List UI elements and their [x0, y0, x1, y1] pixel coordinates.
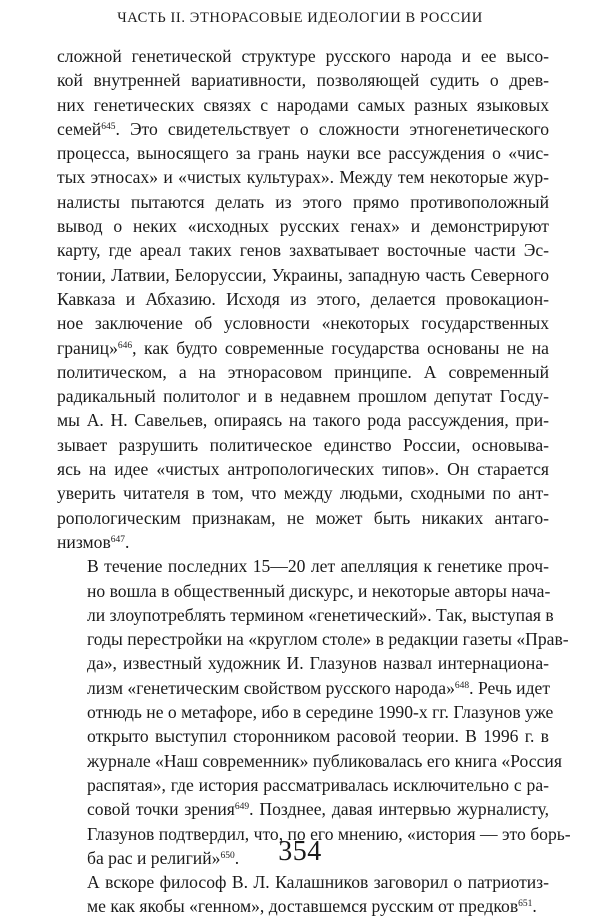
- text-line: А вскоре философ В. Л. Калашников заговорил о патриотиз-: [87, 872, 549, 893]
- text-line: журнале «Наш современник» публиковалась его книга «Россия: [87, 750, 562, 771]
- text-segment: .: [125, 531, 130, 552]
- footnote-marker-649: 649: [234, 802, 250, 813]
- paragraph-1: [57, 44, 549, 554]
- text-segment: . Позднее, давая интервью журналисту,: [249, 799, 549, 820]
- text-line: зывает разрушить политическое единство России, основыва-: [57, 434, 549, 455]
- text-line: [57, 676, 549, 700]
- text-segment: границ»: [57, 337, 118, 358]
- text-line: ясь на идее «чистых антропологических типов». Он старается: [57, 459, 549, 480]
- text-line: но вошла в общественный дискурс, и некоторые авторы нача-: [87, 580, 551, 601]
- footnote-marker-651: 651: [518, 899, 533, 910]
- text-line: радикальный политолог и в недавнем прошлом депутат Госду-: [57, 386, 549, 407]
- text-line: карту, где ареал таких генов захватывает восточные части Эс-: [57, 240, 549, 261]
- text-line: [57, 117, 549, 141]
- text-segment: совой точки зрения: [87, 799, 235, 820]
- footnote-marker-646: 646: [117, 340, 133, 351]
- footnote-marker-650: 650: [220, 850, 235, 861]
- text-line: годы перестройки на «круглом столе» в редакции газеты «Прав-: [87, 629, 569, 650]
- text-line: них генетических связях с народами самых разных языковых: [57, 94, 549, 115]
- text-line: мы А. Н. Савельев, опираясь на такого рода рассуждения, при-: [57, 410, 549, 431]
- body-text: [57, 44, 571, 919]
- text-line: ли злоупотреблять термином «генетический». Так, выступая в: [87, 604, 554, 625]
- text-segment: лизм «генетическим свойством русского народа»: [87, 677, 455, 698]
- text-line: уверить читателя в том, что между людьми, сходными по ант-: [57, 483, 549, 504]
- footnote-marker-647: 647: [110, 534, 126, 545]
- text-segment: . Речь идет: [469, 677, 551, 698]
- text-segment: низмов: [57, 531, 111, 552]
- text-line: сложной генетической структуре русского народа и ее высо-: [57, 46, 549, 66]
- text-segment: ба рас и религий»: [87, 847, 221, 868]
- text-segment: . Это свидетельствует о сложности этногенетического: [115, 118, 549, 139]
- text-line: [57, 797, 549, 821]
- text-segment: .: [234, 847, 240, 868]
- text-line: В течение последних 15—20 лет апелляция к генетике проч-: [87, 556, 549, 577]
- text-line: [57, 530, 549, 554]
- paragraph-3: [57, 870, 549, 919]
- text-line: открыто выступил сторонником расовой теории. В 1996 г. в: [87, 726, 549, 747]
- footnote-marker-645: 645: [101, 121, 116, 132]
- text-line: Глазунов подтвердил, что, по его мнению, «история — это борь-: [87, 823, 571, 844]
- text-line: вывод о неких «исходных русских генах» и демонстрируют: [57, 216, 549, 237]
- text-segment: семей: [57, 118, 102, 139]
- text-segment: ме как якобы «генном», доставшемся русским от предков: [87, 896, 519, 917]
- paragraph-2: [57, 554, 571, 870]
- text-segment: .: [532, 896, 537, 917]
- text-line: да», известный художник И. Глазунов назвал интернациона-: [87, 653, 549, 674]
- text-line: политическом, а на этнорасовом принципе. А современный: [57, 361, 549, 382]
- text-line: процесса, выносящего за грань науки все рассуждения о «чис-: [57, 143, 549, 164]
- running-header: ЧАСТЬ II. ЭТНОРАСОВЫЕ ИДЕОЛОГИИ В РОССИИ: [117, 10, 483, 26]
- text-line: ропологическим признакам, не может быть никаких антаго-: [57, 507, 549, 528]
- text-line: тых этносах» и «чистых культурах». Между тем некоторые жур-: [57, 167, 549, 188]
- page-number: 354: [278, 836, 322, 867]
- text-line: тонии, Латвии, Белоруссии, Украины, западную часть Северного: [57, 264, 549, 285]
- text-line: ное заключение об условности «некоторых государственных: [57, 313, 549, 334]
- text-line: налисты пытаются делать из этого прямо противоположный: [57, 191, 549, 212]
- footnote-marker-648: 648: [454, 680, 470, 691]
- text-line: [57, 336, 549, 360]
- text-segment: , как будто современные государства основаны не на: [132, 337, 549, 358]
- text-line: Кавказа и Абхазию. Исходя из этого, делается провокацион-: [57, 288, 549, 309]
- text-line: кой внутренней вариативности, позволяющей судить о древ-: [57, 70, 549, 91]
- text-line: [57, 894, 549, 918]
- text-line: распятая», где история рассматривалась исключительно с ра-: [87, 774, 549, 795]
- text-line: отнюдь не о метафоре, ибо в середине 1990-х гг. Глазунов уже: [87, 702, 554, 723]
